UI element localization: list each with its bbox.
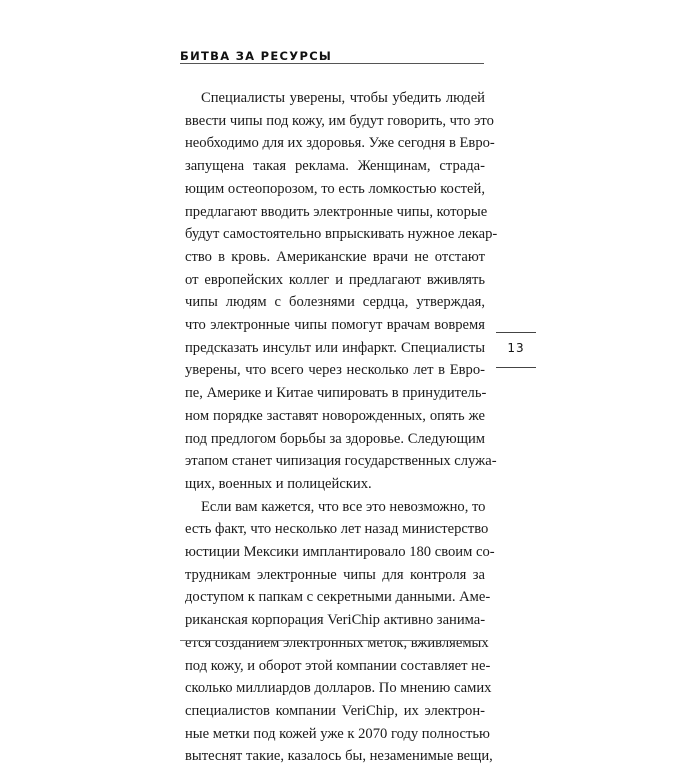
text-line: вытеснят такие, казалось бы, незаменимые вещи, <box>185 748 493 765</box>
page-number-rule-bottom <box>496 367 536 368</box>
running-head: БИТВА ЗА РЕСУРСЫ <box>180 49 333 63</box>
text-line: что электронные чипы помогут врачам вовремя <box>185 317 485 334</box>
text-line: доступом к папкам с секретными данными. Аме- <box>185 589 491 606</box>
text-line: под предлогом борьбы за здоровье. Следующим <box>185 430 485 447</box>
text-line: чипы людям с болезнями сердца, утверждая, <box>185 294 485 311</box>
text-line: ввести чипы под кожу, им будут говорить, что это <box>185 112 494 129</box>
text-line: юстиции Мексики имплантировало 180 своим со- <box>185 544 495 561</box>
text-line: этапом станет чипизация государственных служа- <box>185 453 497 470</box>
text-line: ном порядке заставят новорожденных, опять же <box>185 407 485 424</box>
text-line: ется созданием электронных меток, вживляемых <box>185 634 489 651</box>
text-line: Если вам кажется, что все это невозможно, то <box>201 498 486 515</box>
text-line: Специалисты уверены, чтобы убедить людей <box>201 90 485 106</box>
text-line: под кожу, и оборот этой компании составляет не- <box>185 657 491 674</box>
text-line: ные метки под кожей уже к 2070 году полностью <box>185 725 490 742</box>
text-line: уверены, что всего через несколько лет в Евро- <box>185 362 485 379</box>
text-line: запущена такая реклама. Женщинам, страда- <box>185 158 485 175</box>
text-line: трудникам электронные чипы для контроля за <box>185 566 485 583</box>
text-line: ство в кровь. Американские врачи не отстают <box>185 248 485 265</box>
page-number: 13 <box>507 341 525 355</box>
text-line: будут самостоятельно впрыскивать нужное лекар- <box>185 226 498 243</box>
text-line: от европейских коллег и предлагают вживлять <box>185 271 485 288</box>
text-line: есть факт, что несколько лет назад министерство <box>185 521 489 538</box>
page-number-rule-top <box>496 332 536 333</box>
text-line: специалистов компании VeriChip, их электрон- <box>185 702 485 719</box>
text-line: пе, Америке и Китае чипировать в принудитель- <box>185 385 487 402</box>
text-line: необходимо для их здоровья. Уже сегодня в Евро- <box>185 135 495 152</box>
text-line: предлагают вводить электронные чипы, которые <box>185 203 488 220</box>
text-line: риканская корпорация VeriChip активно занима- <box>185 612 486 629</box>
text-line: ющим остеопорозом, то есть ломкостью костей, <box>185 180 485 197</box>
header-rule <box>180 63 484 64</box>
text-line: щих, военных и полицейских. <box>185 475 372 492</box>
text-line: предсказать инсульт или инфаркт. Специалисты <box>185 339 485 356</box>
text-line: сколько миллиардов долларов. По мнению самих <box>185 680 492 697</box>
footer-rule <box>180 640 484 641</box>
body-text <box>185 87 498 768</box>
page-number-box <box>496 332 536 368</box>
